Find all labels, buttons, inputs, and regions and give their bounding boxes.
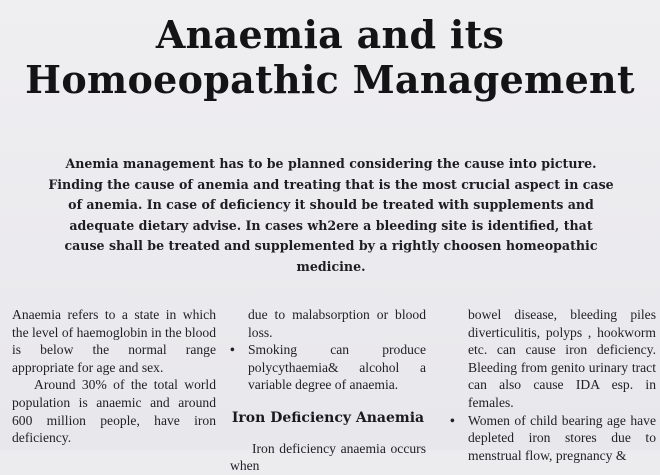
bullet-text: Smoking can produce polycythaemia& alcohol a variable degree of anaemia. (248, 342, 426, 393)
paragraph-causes: bowel disease, bleeding piles diverticulitis, polyps , hookworm etc. can cause iron deficiency. Bleeding from genito urinary tract can also cause IDA esp. in females. (468, 307, 656, 410)
column-3 (450, 306, 656, 464)
bullet-text: Women of child bearing age have depleted iron stores due to menstrual flow, pregnancy & (468, 412, 656, 463)
bullet-women (450, 412, 656, 465)
paragraph-prevalence: Around 30% of the total world population is anaemic and around 600 million people, have iron deficiency. (12, 377, 216, 446)
article-abstract: Anemia management has to be planned considering the cause into picture. Finding the cause of anemia and treating that is the most crucial aspect in case of anemia. In case of deficiency it should be treated with supplements and adequate dietary advise. In cases wh2ere a bleeding site is identified, that cause shall be treated and supplemented by a rightly choosen homeopathic medicine. (48, 156, 614, 274)
paragraph-continuation: due to malabsorption or blood loss. (248, 307, 426, 340)
paragraph-ida-intro: Iron deficiency anaemia occurs when (230, 440, 426, 474)
bullet-dot: • (230, 342, 235, 358)
paragraph-definition: Anaemia refers to a state in which the level of haemoglobin in the blood is below the normal range appropriate for age and sex. (12, 307, 216, 375)
section-heading-iron-deficiency: Iron Deficiency Anaemia (231, 409, 425, 426)
title-line-2: Homoeopathic Management (25, 57, 635, 102)
bullet-smoking (230, 341, 426, 394)
title-line-1: Anaemia and its (155, 12, 505, 57)
bullet-dot: • (450, 412, 455, 428)
article-title (0, 12, 660, 102)
column-1 (12, 306, 216, 447)
column-2 (230, 306, 426, 475)
